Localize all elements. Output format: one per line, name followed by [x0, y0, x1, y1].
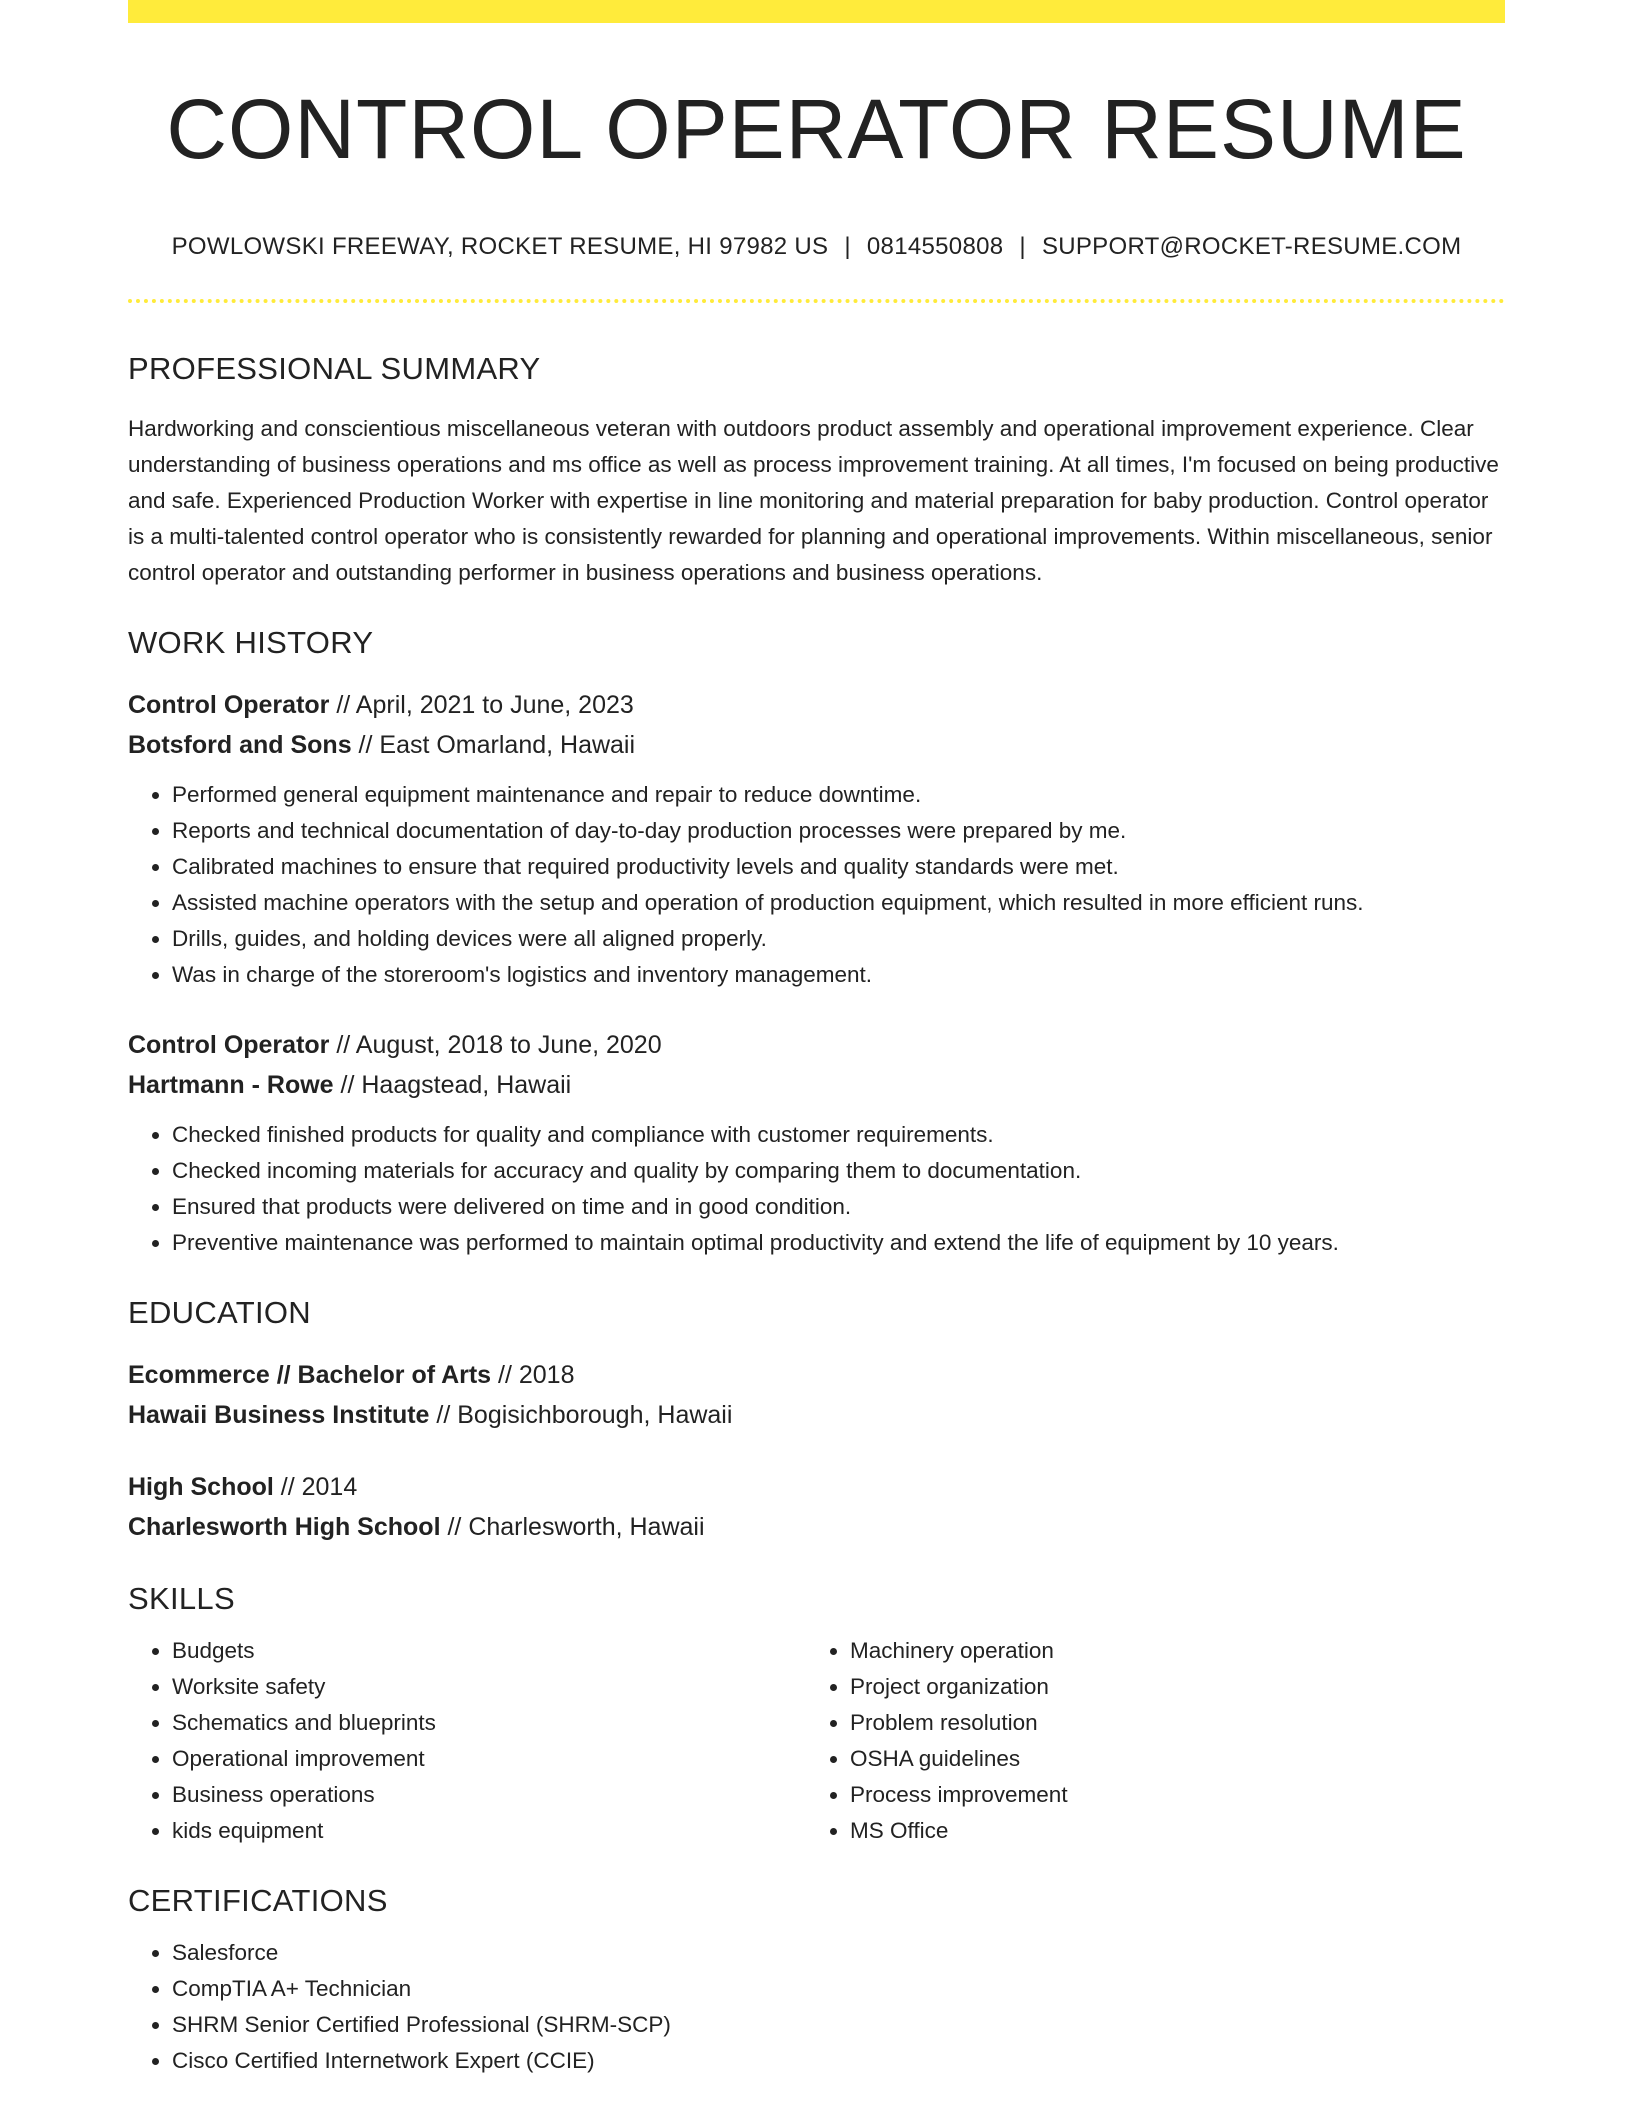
job-entry: [128, 685, 1505, 993]
education-year: // 2018: [491, 1361, 575, 1390]
education-degree-line: [128, 1355, 1505, 1395]
job-bullet: • Drills, guides, and holding devices were all aligned properly.: [172, 921, 1505, 957]
certifications-list: [128, 1935, 1505, 2079]
job-title: Control Operator: [128, 691, 330, 720]
contact-separator: |: [844, 233, 851, 261]
certification-item: • Salesforce: [172, 1935, 1505, 1971]
job-title: Control Operator: [128, 1031, 330, 1060]
job-bullet: • Calibrated machines to ensure that required productivity levels and quality standards were met.: [172, 849, 1505, 885]
resume-title: CONTROL OPERATOR RESUME: [166, 82, 1467, 176]
education-school-line: [128, 1395, 1505, 1435]
certifications-heading: CERTIFICATIONS: [128, 1883, 388, 1919]
skill-item: • Machinery operation: [850, 1633, 1484, 1669]
education-heading: EDUCATION: [128, 1295, 311, 1331]
education-school-line: [128, 1507, 1505, 1547]
resume-page: [128, 0, 1505, 2079]
summary-heading: PROFESSIONAL SUMMARY: [128, 351, 541, 387]
job-bullet: • Checked finished products for quality and compliance with customer requirements.: [172, 1117, 1505, 1153]
contact-line: [128, 233, 1505, 261]
dotted-divider: [128, 299, 1505, 303]
skill-item: • Worksite safety: [172, 1669, 806, 1705]
skills-left-column: [128, 1633, 806, 1849]
skill-item: • Operational improvement: [172, 1741, 806, 1777]
job-company: Hartmann - Rowe: [128, 1071, 334, 1100]
job-bullets: [128, 1117, 1505, 1261]
job-entry: [128, 1025, 1505, 1261]
job-dates: // August, 2018 to June, 2020: [329, 1031, 662, 1060]
skill-item: • kids equipment: [172, 1813, 806, 1849]
job-bullet: • Assisted machine operators with the setup and operation of production equipment, which resulted in more efficient runs.: [172, 885, 1505, 921]
job-bullet: • Checked incoming materials for accuracy and quality by comparing them to documentation.: [172, 1153, 1505, 1189]
contact-phone: 0814550808: [866, 233, 1004, 261]
job-company: Botsford and Sons: [128, 731, 352, 760]
certification-item: • CompTIA A+ Technician: [172, 1971, 1505, 2007]
job-title-line: [128, 685, 1505, 725]
job-bullet: • Ensured that products were delivered on time and in good condition.: [172, 1189, 1505, 1225]
skill-item: • MS Office: [850, 1813, 1484, 1849]
education-location: // Charlesworth, Hawaii: [440, 1513, 705, 1542]
skills-columns: [128, 1633, 1505, 1849]
accent-top-bar: [128, 0, 1505, 23]
job-dates: // April, 2021 to June, 2023: [329, 691, 634, 720]
summary-text: Hardworking and conscientious miscellaneous veteran with outdoors product assembly and operational improvement experience. Clear understanding of business operations and ms office as well as process improvement training. At all times, I'm focused on being productive and safe. Experienced Production Worker with expertise in line monitoring and material preparation for baby production. Control operator is a multi-talented control operator who is consistently rewarded for planning and operational improvements. Within miscellaneous, senior control operator and outstanding performer in business operations and business operations.: [128, 416, 1499, 586]
skill-item: • Project organization: [850, 1669, 1484, 1705]
skills-right-column: [806, 1633, 1484, 1849]
skill-item: • Business operations: [172, 1777, 806, 1813]
skill-item: • Process improvement: [850, 1777, 1484, 1813]
education-degree: Ecommerce // Bachelor of Arts: [128, 1361, 492, 1390]
job-location: // Haagstead, Hawaii: [333, 1071, 572, 1100]
skill-item: • Problem resolution: [850, 1705, 1484, 1741]
skill-item: • Schematics and blueprints: [172, 1705, 806, 1741]
contact-address: POWLOWSKI FREEWAY, ROCKET RESUME, HI 97982 US: [171, 233, 829, 261]
job-bullet: • Performed general equipment maintenance and repair to reduce downtime.: [172, 777, 1505, 813]
skills-list: [128, 1633, 806, 1849]
contact-separator: |: [1019, 233, 1026, 261]
certification-item: • SHRM Senior Certified Professional (SHRM-SCP): [172, 2007, 1505, 2043]
work-history-heading: WORK HISTORY: [128, 625, 374, 661]
skills-heading: SKILLS: [128, 1581, 235, 1617]
education-entry: [128, 1467, 1505, 1547]
education-school: Hawaii Business Institute: [128, 1401, 430, 1430]
job-company-line: [128, 725, 1505, 765]
job-bullet: • Reports and technical documentation of day-to-day production processes were prepared by me.: [172, 813, 1505, 849]
skill-item: • OSHA guidelines: [850, 1741, 1484, 1777]
education-degree: High School: [128, 1473, 274, 1502]
certification-item: • Cisco Certified Internetwork Expert (CCIE): [172, 2043, 1505, 2079]
job-company-line: [128, 1065, 1505, 1105]
job-bullets: [128, 777, 1505, 993]
job-title-line: [128, 1025, 1505, 1065]
job-bullet: • Preventive maintenance was performed to maintain optimal productivity and extend the life of equipment by 10 years.: [172, 1225, 1505, 1261]
job-bullet: • Was in charge of the storeroom's logistics and inventory management.: [172, 957, 1505, 993]
education-degree-line: [128, 1467, 1505, 1507]
education-school: Charlesworth High School: [128, 1513, 441, 1542]
education-location: // Bogisichborough, Hawaii: [429, 1401, 733, 1430]
skills-list: [806, 1633, 1484, 1849]
education-year: // 2014: [273, 1473, 358, 1502]
contact-email: SUPPORT@ROCKET-RESUME.COM: [1041, 233, 1462, 261]
skill-item: • Budgets: [172, 1633, 806, 1669]
job-location: // East Omarland, Hawaii: [351, 731, 636, 760]
education-entry: [128, 1355, 1505, 1435]
